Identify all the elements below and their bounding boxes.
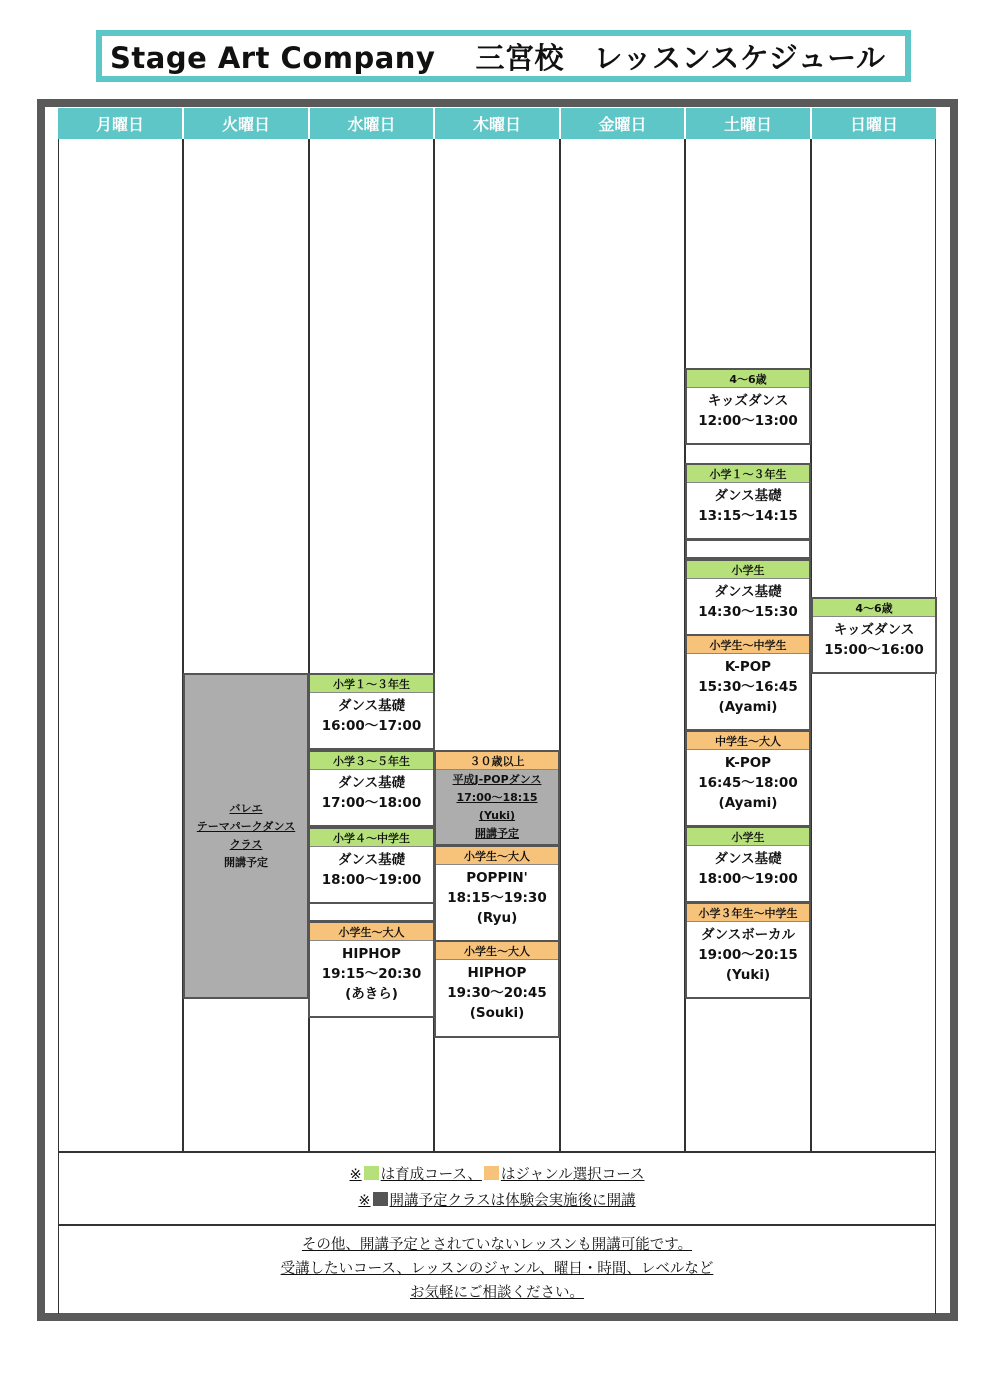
column-divider: [182, 139, 184, 1152]
lesson-time: 18:00〜19:00: [321, 872, 422, 888]
lesson-card[interactable]: [685, 730, 811, 827]
lesson-time: 19:15〜20:30: [321, 966, 422, 982]
lesson-teacher: (あきら): [345, 986, 398, 1002]
lesson-time: 18:15〜19:30: [447, 890, 547, 906]
lesson-time: 16:45〜18:00: [698, 775, 798, 791]
green-swatch-icon: [364, 1166, 379, 1180]
lesson-tag: 4〜6歳: [687, 368, 809, 388]
lesson-card[interactable]: [308, 827, 435, 904]
empty-slot: [685, 539, 811, 559]
footer-line: [58, 1256, 936, 1282]
planned-line: クラス: [229, 838, 263, 851]
lesson-teacher: (Ayami): [718, 795, 778, 811]
lesson-card[interactable]: [811, 597, 937, 674]
day-header-tuesday: 火曜日: [184, 108, 308, 139]
lesson-name: HIPHOP: [467, 965, 527, 981]
lesson-name: ダンスボーカル: [701, 927, 795, 943]
lesson-name: K-POP: [724, 659, 772, 675]
orange-swatch-icon: [484, 1166, 499, 1180]
lesson-tag: ３０歳以上: [436, 750, 558, 770]
planned-line: テーマパークダンス: [196, 820, 296, 833]
lesson-tag: 小学生〜大人: [436, 940, 558, 960]
lesson-name: POPPIN': [466, 870, 528, 886]
lesson-time: 17:00〜18:15: [456, 791, 538, 804]
footer-text: 受講したいコース、レッスンのジャンル、曜日・時間、レベルなど: [280, 1261, 714, 1277]
lesson-card[interactable]: [685, 559, 811, 636]
lesson-tag: 小学生: [687, 826, 809, 846]
page-title: Stage Art Company 三宮校 レッスンスケジュール: [110, 40, 886, 75]
lesson-card[interactable]: [308, 921, 435, 1018]
lesson-tag: 小学１〜３年生: [687, 463, 809, 483]
lesson-time: 17:00〜18:00: [321, 795, 422, 811]
grid-bottom-line: [58, 1151, 936, 1153]
lesson-card[interactable]: [685, 368, 811, 445]
day-header-saturday: 土曜日: [686, 108, 810, 139]
title-box: [96, 30, 911, 82]
lesson-name: 平成J-POPダンス: [452, 773, 542, 786]
footer-line: [58, 1232, 936, 1258]
lesson-name: ダンス基礎: [714, 488, 782, 504]
lesson-name: ダンス基礎: [714, 851, 782, 867]
lesson-teacher: (Yuki): [478, 809, 516, 822]
planned-status: 開講予定: [224, 856, 268, 869]
legend-green-text: は育成コース、: [380, 1167, 482, 1183]
footer-line: [58, 1280, 936, 1306]
lesson-time: 15:00〜16:00: [824, 642, 924, 658]
day-header-wednesday: 水曜日: [310, 108, 433, 139]
lesson-card[interactable]: [685, 634, 811, 731]
lesson-time: 14:30〜15:30: [698, 604, 798, 620]
day-header-sunday: 日曜日: [812, 108, 936, 139]
lesson-time: 19:30〜20:45: [447, 985, 547, 1001]
notes-divider: [58, 1224, 936, 1226]
legend-prefix: ※: [349, 1167, 362, 1183]
day-header-friday: 金曜日: [561, 108, 684, 139]
lesson-time: 18:00〜19:00: [698, 871, 798, 887]
lesson-tag: 小学１〜３年生: [310, 673, 433, 693]
legend-line-1: [58, 1162, 936, 1188]
lesson-time: 15:30〜16:45: [698, 679, 798, 695]
planned-line: バレエ: [229, 802, 263, 815]
lesson-tag: 小学３〜５年生: [310, 750, 433, 770]
day-header-thursday: 木曜日: [435, 108, 559, 139]
lesson-card[interactable]: [685, 902, 811, 999]
lesson-name: キッズダンス: [707, 393, 789, 409]
lesson-name: ダンス基礎: [337, 775, 406, 791]
planned-status: 開講予定: [475, 827, 519, 840]
legend-line-2: [58, 1188, 936, 1214]
lesson-tag: 中学生〜大人: [687, 730, 809, 750]
day-header-monday: 月曜日: [58, 108, 182, 139]
lesson-name: ダンス基礎: [714, 584, 782, 600]
lesson-card[interactable]: [685, 826, 811, 903]
lesson-name: ダンス基礎: [337, 852, 406, 868]
lesson-tag: 小学生〜大人: [436, 845, 558, 865]
thursday-planned-class: [434, 750, 560, 846]
footer-text: お気軽にご相談ください。: [410, 1285, 584, 1301]
lesson-card[interactable]: [308, 750, 435, 827]
lesson-name: ダンス基礎: [337, 698, 406, 714]
lesson-card[interactable]: [434, 845, 560, 942]
lesson-tag: 小学生〜中学生: [687, 634, 809, 654]
empty-slot: [308, 902, 435, 922]
lesson-name: キッズダンス: [833, 622, 915, 638]
lesson-teacher: (Ryu): [476, 910, 518, 926]
lesson-tag: 小学生: [687, 559, 809, 579]
lesson-tag: 4〜6歳: [813, 597, 935, 617]
lesson-tag: 小学４〜中学生: [310, 827, 433, 847]
tuesday-planned-class: [183, 673, 309, 999]
lesson-time: 19:00〜20:15: [698, 947, 798, 963]
lesson-time: 13:15〜14:15: [698, 508, 798, 524]
lesson-tag: 小学３年生〜中学生: [687, 902, 809, 922]
legend-gray-text: 開講予定クラスは体験会実施後に開講: [389, 1193, 636, 1209]
lesson-teacher: (Souki): [469, 1005, 525, 1021]
lesson-card[interactable]: [308, 673, 435, 750]
lesson-card[interactable]: [434, 940, 560, 1038]
lesson-time: 12:00〜13:00: [698, 413, 798, 429]
lesson-name: K-POP: [724, 755, 772, 771]
lesson-teacher: (Yuki): [725, 967, 771, 983]
legend-prefix: ※: [358, 1193, 371, 1209]
lesson-card[interactable]: [685, 463, 811, 540]
legend-orange-text: はジャンル選択コース: [500, 1167, 645, 1183]
gray-swatch-icon: [373, 1192, 388, 1206]
lesson-tag: 小学生〜大人: [310, 921, 433, 941]
lesson-time: 16:00〜17:00: [321, 718, 422, 734]
lesson-teacher: (Ayami): [718, 699, 778, 715]
lesson-name: HIPHOP: [342, 946, 401, 962]
footer-text: その他、開講予定とされていないレッスンも開講可能です。: [301, 1237, 693, 1253]
